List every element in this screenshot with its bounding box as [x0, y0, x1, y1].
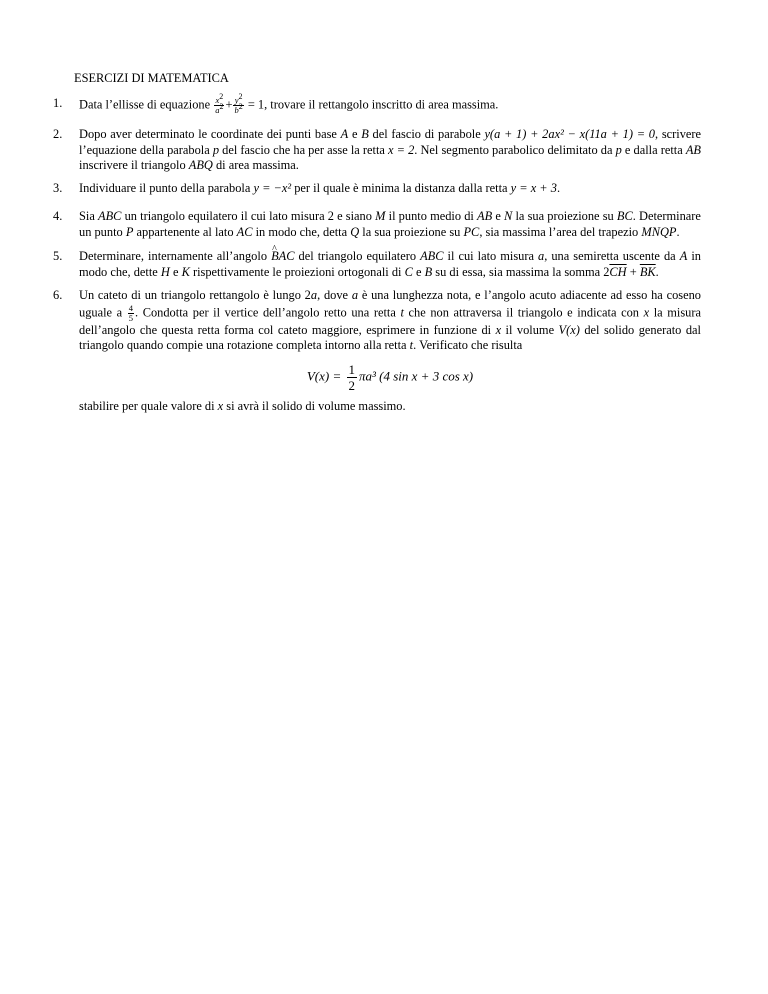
exercise-number: 5. — [53, 249, 63, 263]
exercise-number: 3. — [53, 181, 63, 195]
fraction-x: $\frac{x^2}{a^2}$ — [215, 92, 224, 115]
exercise-number: 1. — [53, 96, 63, 110]
exercise-3: 3. Individuare il punto della parabola y = −x² per il quale è minima la distanza dalla retta y = x + 3. — [53, 181, 561, 195]
exercise-4: 4. Sia ABC un triangolo equilatero il cui lato misura 2 e siano M il punto medio di AB e N la sua proiezione su BC. Determinare un punto P appartenente al lato AC in modo che, detta Q la sua proiezione su PC, sia massima l’area del trapezio MNQP. — [53, 209, 701, 239]
exercise-number: 2. — [53, 127, 63, 141]
exercise-number: 4. — [53, 209, 63, 223]
equation: y(a + 1) + 2ax² − x(11a + 1) = 0 — [484, 127, 655, 141]
fraction-y: $\frac{y^2}{b^2}$ — [234, 92, 243, 115]
exercise-1: 1. Data l’ellisse di equazione $\frac{x^2}{a^2}$ + $\frac{y^2}{b^2}$ = 1, trovare il rettangolo inscritto di area massima. — [53, 92, 499, 115]
page-title: ESERCIZI DI MATEMATICA — [74, 71, 229, 85]
exercise-5: 5. Determinare, internamente all’angolo ^ BAC del triangolo equilatero ABC il cui lato misura a, una semiretta uscente da A in modo che, dette H e K rispettivamente le proiezioni ortogonali di C e B su di essa, sia massima la somma $2\overline{CH} + \overline{BK}$. — [53, 249, 701, 280]
volume-formula: V(x) = $\frac{1}{2}$ πa³ (4 sin x + 3 cos x) — [306, 361, 474, 393]
exercise-6: 6. Un cateto di un triangolo rettangolo è lungo 2a, dove a è una lunghezza nota, e l’angolo acuto adiacente ad esso ha coseno uguale a $\frac{4}{5}$ . Condotta per il vertice dell’angolo retto una retta t che non attraversa il triangolo e indicata con x la misura dell’angolo che questa retta forma col cateto maggiore, esprimere in funzione di x il volume V(x) del solido generato dal triangolo quando compie una rotazione completa intorno alla retta t. Verificato che risulta V(x) = $\frac{1}{2}$ πa³ (4 sin x + 3 cos x) stabilire per quale valore di x si avrà il solido di volume massimo. — [53, 288, 701, 413]
angle-bac: ^ BAC — [271, 249, 294, 265]
exercise-2: 2. Dopo aver determinato le coordinate dei punti base A e B del fascio di parabole y(a + 1) + 2ax² − x(11a + 1) = 0, scrivere l’equazione della parabola p del fascio che ha per asse la retta x = 2. Nel segmento parabolico delimitato da p e dalla retta AB inscrivere il triangolo ABQ di area massima. — [53, 127, 702, 173]
cosine-fraction: $\frac{4}{5}$ — [128, 302, 133, 323]
exercise-number: 6. — [53, 288, 63, 302]
